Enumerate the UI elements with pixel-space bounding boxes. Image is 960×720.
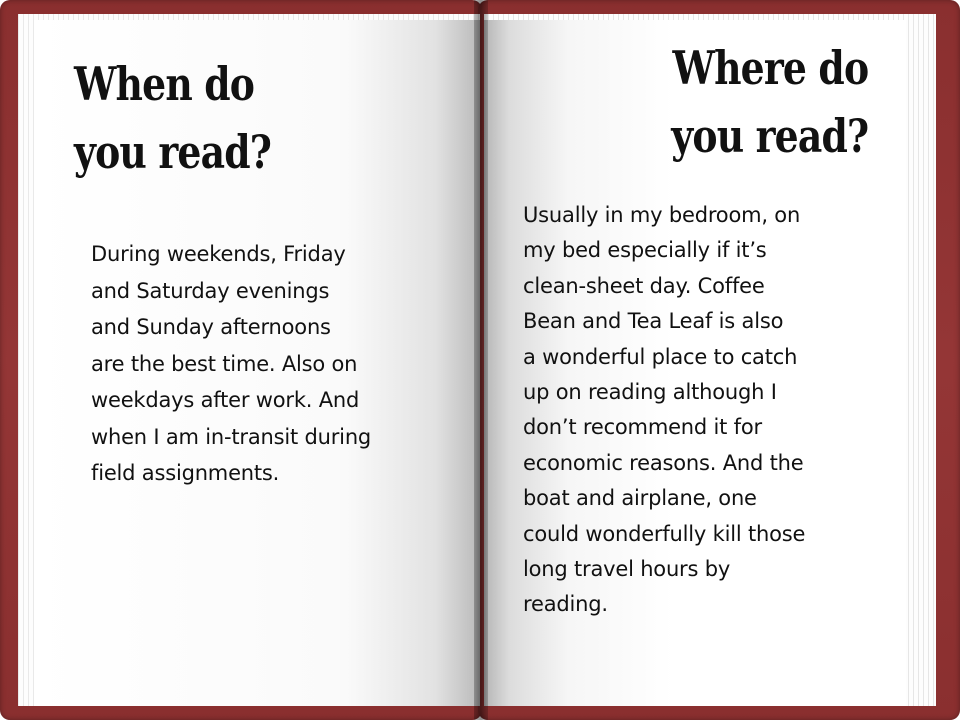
body-line: and Sunday afternoons bbox=[91, 315, 331, 339]
body-line: Usually in my bedroom, on bbox=[523, 203, 801, 227]
title-line: Where do bbox=[672, 41, 868, 95]
body-line: and Saturday evenings bbox=[91, 278, 330, 303]
body-line: boat and airplane, one bbox=[523, 486, 757, 511]
right-page-title bbox=[671, 34, 868, 170]
body-line: Bean and Tea Leaf is also bbox=[523, 309, 784, 334]
body-line: During weekends, Friday bbox=[91, 242, 346, 266]
body-line: are the best time. Also on bbox=[91, 351, 358, 376]
right-page-body bbox=[523, 198, 853, 623]
left-page-title bbox=[74, 50, 271, 186]
left-page-body bbox=[91, 236, 431, 492]
body-line: economic reasons. And the bbox=[523, 450, 804, 475]
title-line: When do bbox=[74, 57, 255, 111]
book-spine bbox=[474, 0, 488, 720]
body-line: when I am in-transit during bbox=[91, 424, 372, 449]
title-line: you read? bbox=[74, 125, 272, 179]
body-line: weekdays after work. And bbox=[91, 388, 360, 412]
body-line: field assignments. bbox=[91, 461, 280, 485]
body-line: could wonderfully kill those bbox=[523, 521, 806, 546]
body-line: long travel hours by bbox=[523, 557, 731, 582]
body-line: my bed especially if it’s bbox=[523, 238, 767, 263]
body-line: up on reading although I bbox=[523, 380, 777, 405]
body-line: reading. bbox=[523, 592, 608, 617]
title-line: you read? bbox=[670, 109, 868, 163]
body-line: a wonderful place to catch bbox=[523, 344, 798, 369]
body-line: don’t recommend it for bbox=[523, 415, 762, 440]
body-line: clean-sheet day. Coffee bbox=[523, 273, 765, 298]
